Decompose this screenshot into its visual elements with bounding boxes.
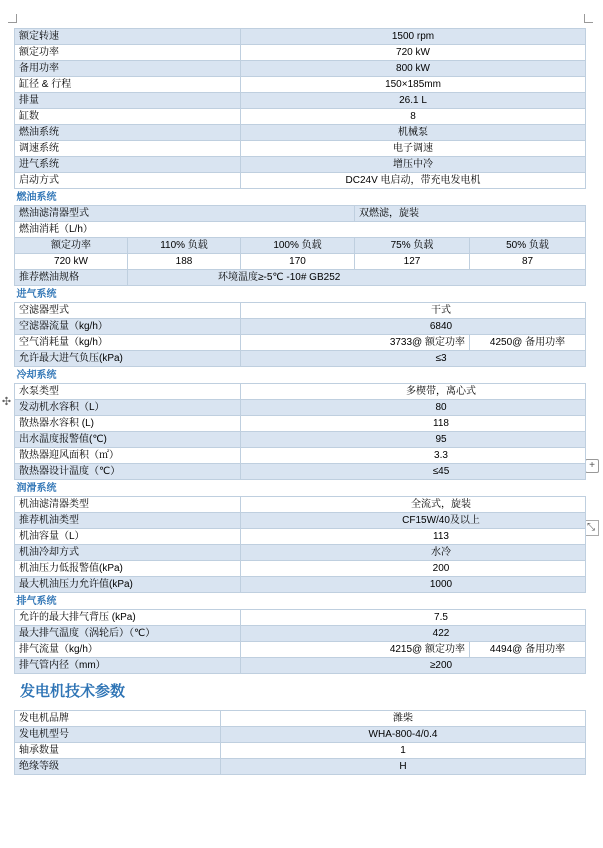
table-row: 出水温度报警值(℃) 95 [15,432,586,448]
table-row: 额定功率 720 kW [15,45,586,61]
table-row: 最大机油压力允许值(kPa) 1000 [15,577,586,593]
table-row: 发电机品牌 潍柴 [15,711,586,727]
table-row: 允许的最大排气背压 (kPa) 7.5 [15,610,586,626]
table-row: 空气消耗量（kg/h） 3733@ 额定功率 4250@ 备用功率 [15,335,586,351]
section-header-exhaust: 排气系统 [15,593,586,610]
section-header-intake: 进气系统 [15,286,586,303]
table-row: 推荐机油类型 CF15W/40及以上 [15,513,586,529]
table-row: 机油压力低报警值(kPa) 200 [15,561,586,577]
table-row: 发动机水容积（L） 80 [15,400,586,416]
table-row: 额定转速 1500 rpm [15,29,586,45]
table-row: 散热器水容积 (L) 118 [15,416,586,432]
table-row: 缸径 & 行程 150×185mm [15,77,586,93]
table-row: 排气管内径（mm） ≥200 [15,658,586,674]
table-move-handle-icon[interactable]: ✣ [1,396,12,408]
table-resize-handle-icon[interactable]: ⤡ [583,520,599,536]
table-row: 燃油滤清器型式 双燃滤，旋装 [15,206,586,222]
table-row: 调速系统 电子调速 [15,141,586,157]
table-row: 水泵类型 多楔带，离心式 [15,384,586,400]
table-row: 备用功率 800 kW [15,61,586,77]
table-row: 发电机型号 WHA-800-4/0.4 [15,727,586,743]
table-row: 空滤器型式 干式 [15,303,586,319]
table-row: 排气流量（kg/h） 4215@ 额定功率 4494@ 备用功率 [15,642,586,658]
table-row: 机油容量（L） 113 [15,529,586,545]
table-row: 散热器迎风面积（㎡） 3.3 [15,448,586,464]
table-row: 允许最大进气负压(kPa) ≤3 [15,351,586,367]
generator-spec-table [14,710,586,775]
section-header-cooling: 冷却系统 [15,367,586,384]
table-row: 720 kW 188 170 127 87 [15,254,586,270]
add-column-handle-icon[interactable]: + [585,459,599,473]
engine-spec-table [14,28,586,674]
margin-mark-top-left [8,14,17,23]
table-row: 进气系统 增压中冷 [15,157,586,173]
table-row: 启动方式 DC24V 电启动，带充电发电机 [15,173,586,189]
table-row: 机油滤清器类型 全流式，旋装 [15,497,586,513]
table-row: 机油冷却方式 水冷 [15,545,586,561]
table-row: 空滤器流量（kg/h） 6840 [15,319,586,335]
margin-mark-top-right [584,14,593,23]
table-row: 燃油消耗（L/h） [15,222,586,238]
document-page [14,28,585,775]
table-row: 缸数 8 [15,109,586,125]
section-header-lube: 润滑系统 [15,480,586,497]
table-row: 排量 26.1 L [15,93,586,109]
section-header-fuel: 燃油系统 [15,189,586,206]
table-row: 轴承数量 1 [15,743,586,759]
table-row: 散热器设计温度（℃） ≤45 [15,464,586,480]
table-row: 绝缘等级 H [15,759,586,775]
table-row: 额定功率 110% 负载 100% 负载 75% 负载 50% 负载 [15,238,586,254]
table-row: 推荐燃油规格 环境温度≥-5℃ -10# GB252 [15,270,586,286]
table-row: 最大排气温度（涡轮后）（℃） 422 [15,626,586,642]
table-row: 燃油系统 机械泵 [15,125,586,141]
generator-heading: 发电机技术参数 [20,683,126,700]
